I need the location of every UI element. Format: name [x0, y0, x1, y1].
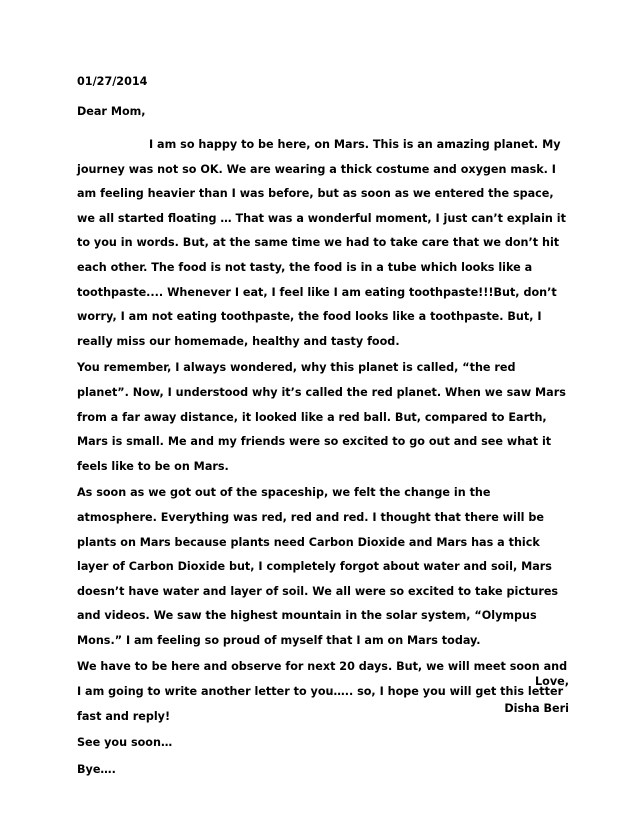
sign-off: Love,	[535, 675, 569, 688]
paragraph-1: I am so happy to be here, on Mars. This is an amazing planet. My journey was not so OK. We are wearing a thick costume and oxygen mask. I am feeling heavier than I was before, but as soon as we entered the space, we all started floating … That was a wonderful moment, I just can’t explain it to you in words. But, at the same time we had to take care that we don’t hit each other. The food is not tasty, the food is in a tube which looks like a toothpaste.... Whenever I eat, I feel like I am eating toothpaste!!!But, don’t worry, I am not eating toothpaste, the food looks like a toothpaste. But, I really miss our homemade, healthy and tasty food.	[77, 138, 566, 348]
bye-line: Bye….	[77, 762, 116, 776]
paragraph-4: We have to be here and observe for next 20 days. But, we will meet soon and I am going to write another letter to you….. so, I hope you will get this letter fast and reply!	[77, 660, 568, 723]
letter-greeting: Dear Mom,	[77, 105, 146, 118]
signature-name: Disha Beri	[504, 702, 569, 715]
paragraph-3: As soon as we got out of the spaceship, we felt the change in the atmosphere. Everything was red, red and red. I thought that there will be plants on Mars because plants need Carbon Dioxide and Mars has a thick layer of Carbon Dioxide but, I completely forgot about water and soil, Mars doesn’t have water and layer of soil. We all were so excited to take pictures and videos. We saw the highest mountain in the solar system, “Olympus Mons.” I am feeling so proud of myself that I am on Mars today.	[77, 486, 559, 647]
paragraph-2: You remember, I always wondered, why this planet is called, “the red planet”. Now, I understood why it’s called the red planet. When we saw Mars from a far away distance, it looked like a red ball. But, compared to Earth, Mars is small. Me and my friends were so excited to go out and see what it feels like to be on Mars.	[77, 361, 566, 473]
letter-date: 01/27/2014	[77, 75, 148, 88]
see-you-line: See you soon…	[77, 736, 173, 750]
